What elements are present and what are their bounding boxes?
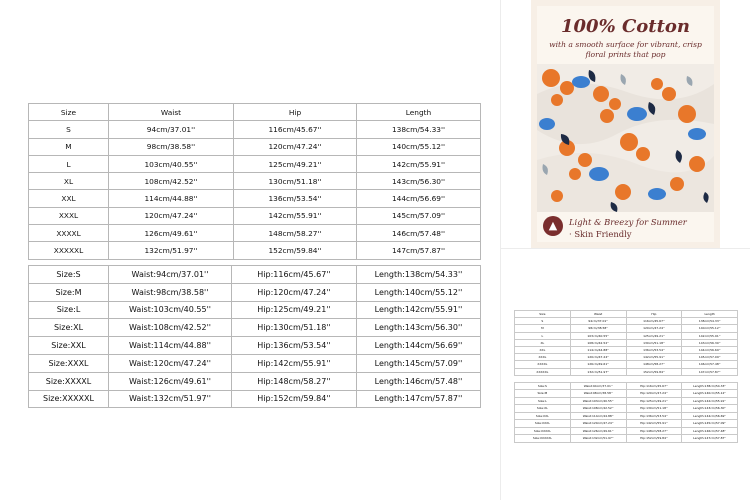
- table-cell: Size:XXXXL: [29, 372, 109, 390]
- table-cell: Waist:132cm/51.97'': [570, 435, 626, 443]
- table-row: [515, 332, 738, 339]
- table-header-cell: Hip: [626, 311, 682, 318]
- table-header-cell: Hip: [234, 104, 357, 121]
- table-cell: Size:S: [29, 266, 109, 284]
- table-cell: 144cm/56.69'': [682, 346, 738, 353]
- table-cell: Hip:125cm/49.21'': [232, 301, 357, 319]
- table-cell: Waist:108cm/42.52'': [570, 405, 626, 413]
- size-chart-labeled-table: [28, 265, 481, 408]
- table-cell: Waist:98cm/38.58'': [109, 283, 232, 301]
- table-cell: Hip:136cm/53.54'': [232, 337, 357, 355]
- table-row: [29, 121, 481, 138]
- table-cell: 148cm/58.27'': [234, 225, 357, 242]
- summer-tagline: Light & Breezy for Summer: [569, 217, 687, 227]
- table-row: [515, 427, 738, 435]
- table-cell: Length:143cm/56.30'': [357, 319, 481, 337]
- table-cell: 94cm/37.01'': [570, 318, 626, 325]
- size-chart-labeled-body: [29, 266, 481, 408]
- table-row: [29, 242, 481, 259]
- table-header-cell: Waist: [570, 311, 626, 318]
- table-cell: Length:145cm/57.09'': [357, 354, 481, 372]
- table-row: [515, 390, 738, 398]
- table-cell: S: [29, 121, 109, 138]
- skin-friendly-tagline: · Skin Friendly: [569, 229, 632, 239]
- table-cell: Length:142cm/55.91'': [357, 301, 481, 319]
- table-row: [29, 372, 481, 390]
- table-cell: M: [29, 138, 109, 155]
- thumbnail-divider: [501, 248, 750, 249]
- table-row: [515, 382, 738, 390]
- table-row: [515, 354, 738, 361]
- table-cell: Size:L: [29, 301, 109, 319]
- mini-size-chart-table: [514, 310, 738, 376]
- table-cell: Hip:148cm/58.27'': [626, 427, 682, 435]
- table-cell: 126cm/49.61'': [109, 225, 234, 242]
- table-cell: Size:XL: [515, 405, 571, 413]
- table-cell: 147cm/57.87'': [682, 368, 738, 375]
- table-cell: 140cm/55.12'': [357, 138, 481, 155]
- table-cell: Hip:142cm/55.91'': [232, 354, 357, 372]
- table-cell: Length:147cm/57.87'': [357, 390, 481, 408]
- table-cell: Length:144cm/56.69'': [682, 412, 738, 420]
- table-cell: Hip:125cm/49.21'': [626, 397, 682, 405]
- table-cell: 146cm/57.48'': [682, 361, 738, 368]
- table-cell: 94cm/37.01'': [109, 121, 234, 138]
- table-cell: 114cm/44.88'': [109, 190, 234, 207]
- table-cell: 148cm/58.27'': [626, 361, 682, 368]
- table-cell: Length:144cm/56.69'': [357, 337, 481, 355]
- table-cell: Waist:103cm/40.55'': [570, 397, 626, 405]
- size-chart-body: [29, 104, 481, 260]
- table-cell: XL: [29, 173, 109, 190]
- table-cell: 145cm/57.09'': [357, 207, 481, 224]
- table-cell: 146cm/57.48'': [357, 225, 481, 242]
- table-cell: 140cm/55.12'': [682, 325, 738, 332]
- table-cell: 147cm/57.87'': [357, 242, 481, 259]
- table-cell: 142cm/55.91'': [626, 354, 682, 361]
- floral-fabric-image: [537, 64, 714, 212]
- table-header-cell: Size: [29, 104, 109, 121]
- table-cell: 136cm/53.54'': [234, 190, 357, 207]
- table-row: [29, 190, 481, 207]
- table-cell: Hip:120cm/47.24'': [626, 390, 682, 398]
- table-header-cell: Size: [515, 311, 571, 318]
- table-cell: 138cm/54.33'': [357, 121, 481, 138]
- table-row: [29, 337, 481, 355]
- table-cell: Waist:94cm/37.01'': [570, 382, 626, 390]
- table-cell: Waist:132cm/51.97'': [109, 390, 232, 408]
- table-row: [515, 339, 738, 346]
- table-cell: 142cm/55.91'': [234, 207, 357, 224]
- table-cell: XXL: [29, 190, 109, 207]
- thumbnail-frame: [537, 6, 714, 242]
- table-cell: Length:138cm/54.33'': [682, 382, 738, 390]
- table-cell: XXXL: [29, 207, 109, 224]
- table-cell: 98cm/38.58'': [109, 138, 234, 155]
- table-cell: Hip:130cm/51.18'': [232, 319, 357, 337]
- table-cell: 116cm/45.67'': [626, 318, 682, 325]
- table-row: [29, 266, 481, 284]
- table-cell: Hip:116cm/45.67'': [232, 266, 357, 284]
- table-row: [29, 301, 481, 319]
- dress-icon: ▲: [543, 216, 563, 236]
- mini-size-chart-body: [515, 311, 738, 376]
- table-cell: Length:142cm/55.91'': [682, 397, 738, 405]
- thumbnail-size-chart[interactable]: [514, 310, 738, 443]
- table-cell: 145cm/57.09'': [682, 354, 738, 361]
- table-cell: Size:XXL: [29, 337, 109, 355]
- table-cell: Size:XXXXXL: [29, 390, 109, 408]
- cotton-subtitle: with a smooth surface for vibrant, crisp floral prints that pop: [549, 40, 702, 59]
- table-cell: 152cm/59.84'': [626, 368, 682, 375]
- table-cell: 136cm/53.54'': [626, 346, 682, 353]
- table-cell: Waist:126cm/49.61'': [109, 372, 232, 390]
- table-row: [29, 155, 481, 172]
- table-row: [515, 397, 738, 405]
- table-row: [29, 225, 481, 242]
- table-row: [29, 173, 481, 190]
- thumbnail-cotton[interactable]: [531, 0, 720, 248]
- table-cell: XXXXL: [515, 361, 571, 368]
- table-cell: Length:145cm/57.09'': [682, 420, 738, 428]
- size-chart-table: [28, 103, 481, 260]
- table-cell: S: [515, 318, 571, 325]
- table-cell: Length:140cm/55.12'': [682, 390, 738, 398]
- table-cell: Size:XXXL: [29, 354, 109, 372]
- table-row: [515, 435, 738, 443]
- table-cell: L: [29, 155, 109, 172]
- table-header-cell: Length: [682, 311, 738, 318]
- table-row: [515, 346, 738, 353]
- table-cell: Hip:136cm/53.54'': [626, 412, 682, 420]
- table-cell: 120cm/47.24'': [570, 354, 626, 361]
- table-cell: Length:146cm/57.48'': [682, 427, 738, 435]
- table-cell: Length:143cm/56.30'': [682, 405, 738, 413]
- table-cell: 125cm/49.21'': [626, 332, 682, 339]
- table-cell: 142cm/55.91'': [357, 155, 481, 172]
- table-header-row: [29, 104, 481, 121]
- table-cell: 98cm/38.58'': [570, 325, 626, 332]
- table-cell: 108cm/42.52'': [570, 339, 626, 346]
- table-header-cell: Waist: [109, 104, 234, 121]
- table-cell: 120cm/47.24'': [234, 138, 357, 155]
- table-cell: 142cm/55.91'': [682, 332, 738, 339]
- table-cell: Length:138cm/54.33'': [357, 266, 481, 284]
- table-cell: 120cm/47.24'': [626, 325, 682, 332]
- table-cell: Waist:114cm/44.88'': [109, 337, 232, 355]
- table-cell: Waist:114cm/44.88'': [570, 412, 626, 420]
- table-row: [515, 420, 738, 428]
- table-cell: 143cm/56.30'': [357, 173, 481, 190]
- table-cell: XXXXXL: [515, 368, 571, 375]
- table-cell: Length:146cm/57.48'': [357, 372, 481, 390]
- table-cell: Size:M: [29, 283, 109, 301]
- table-cell: Size:XL: [29, 319, 109, 337]
- table-cell: XXXXL: [29, 225, 109, 242]
- table-header-cell: Length: [357, 104, 481, 121]
- table-cell: Waist:108cm/42.52'': [109, 319, 232, 337]
- table-cell: 130cm/51.18'': [234, 173, 357, 190]
- mini-size-chart-labeled-table: [514, 382, 738, 443]
- table-cell: Waist:98cm/38.58'': [570, 390, 626, 398]
- table-cell: Waist:120cm/47.24'': [109, 354, 232, 372]
- table-row: [515, 318, 738, 325]
- mini-size-chart-labeled-body: [515, 382, 738, 442]
- table-cell: 108cm/42.52'': [109, 173, 234, 190]
- table-cell: Hip:116cm/45.67'': [626, 382, 682, 390]
- cotton-title: 100% Cotton: [561, 16, 690, 37]
- table-cell: 132cm/51.97'': [109, 242, 234, 259]
- table-cell: 116cm/45.67'': [234, 121, 357, 138]
- table-cell: 114cm/44.88'': [570, 346, 626, 353]
- table-cell: Hip:130cm/51.18'': [626, 405, 682, 413]
- table-row: [515, 412, 738, 420]
- table-cell: 125cm/49.21'': [234, 155, 357, 172]
- table-cell: 130cm/51.18'': [626, 339, 682, 346]
- table-cell: Waist:126cm/49.61'': [570, 427, 626, 435]
- table-cell: Waist:103cm/40.55'': [109, 301, 232, 319]
- table-cell: Hip:148cm/58.27'': [232, 372, 357, 390]
- table-cell: Hip:152cm/59.84'': [626, 435, 682, 443]
- table-row: [29, 207, 481, 224]
- table-cell: 138cm/54.33'': [682, 318, 738, 325]
- table-cell: XXXL: [515, 354, 571, 361]
- table-row: [29, 319, 481, 337]
- table-cell: Size:XXXXL: [515, 427, 571, 435]
- table-cell: Length:140cm/55.12'': [357, 283, 481, 301]
- table-cell: Waist:120cm/47.24'': [570, 420, 626, 428]
- table-cell: 103cm/40.55'': [570, 332, 626, 339]
- table-cell: 120cm/47.24'': [109, 207, 234, 224]
- panel-divider: [500, 0, 501, 500]
- table-cell: 132cm/51.97'': [570, 368, 626, 375]
- table-row: [29, 138, 481, 155]
- table-cell: 144cm/56.69'': [357, 190, 481, 207]
- table-row: [515, 405, 738, 413]
- table-cell: Size:S: [515, 382, 571, 390]
- table-cell: Size:XXXL: [515, 420, 571, 428]
- table-cell: XL: [515, 339, 571, 346]
- table-cell: Waist:94cm/37.01'': [109, 266, 232, 284]
- table-row: [29, 283, 481, 301]
- table-cell: Size:M: [515, 390, 571, 398]
- table-row: [29, 354, 481, 372]
- table-cell: Hip:120cm/47.24'': [232, 283, 357, 301]
- table-cell: L: [515, 332, 571, 339]
- table-row: [515, 361, 738, 368]
- table-cell: Hip:142cm/55.91'': [626, 420, 682, 428]
- table-cell: M: [515, 325, 571, 332]
- table-cell: Size:L: [515, 397, 571, 405]
- table-row: [515, 325, 738, 332]
- table-row: [29, 390, 481, 408]
- table-cell: 103cm/40.55'': [109, 155, 234, 172]
- table-cell: 152cm/59.84'': [234, 242, 357, 259]
- table-row: [515, 368, 738, 375]
- table-cell: Size:XXXXXL: [515, 435, 571, 443]
- table-cell: Size:XXL: [515, 412, 571, 420]
- table-cell: XXL: [515, 346, 571, 353]
- table-cell: Hip:152cm/59.84'': [232, 390, 357, 408]
- table-cell: 126cm/49.61'': [570, 361, 626, 368]
- table-header-row: [515, 311, 738, 318]
- table-cell: Length:147cm/57.87'': [682, 435, 738, 443]
- table-cell: XXXXXL: [29, 242, 109, 259]
- table-cell: 143cm/56.30'': [682, 339, 738, 346]
